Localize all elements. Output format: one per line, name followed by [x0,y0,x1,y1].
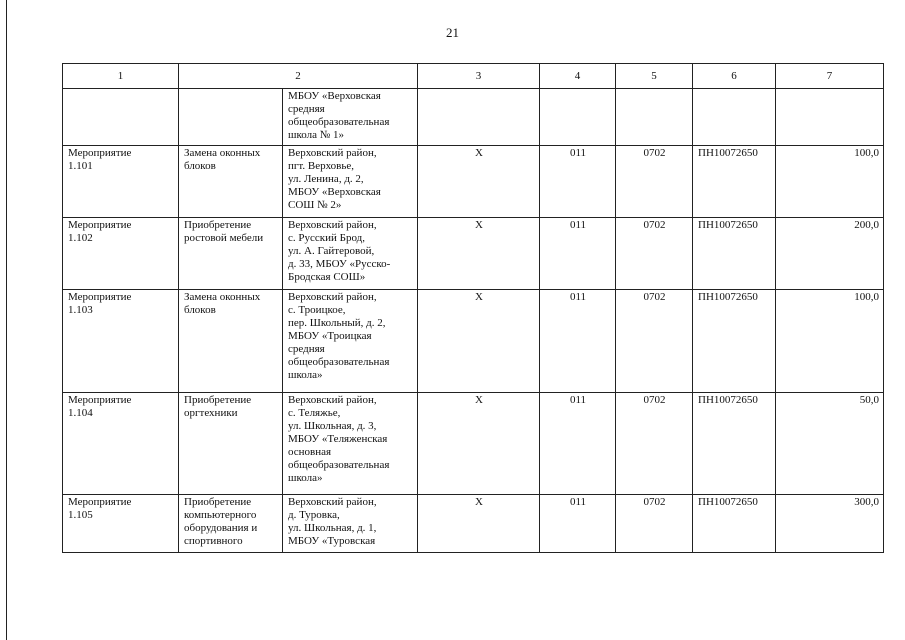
action-cell: Замена оконных блоков [179,290,283,393]
col7-cell: 100,0 [776,146,884,218]
event-cell: Мероприятие 1.104 [63,393,179,495]
col7-cell [776,89,884,146]
col7-cell: 100,0 [776,290,884,393]
col4-cell: 011 [540,218,616,290]
table-row [63,218,884,290]
col3-cell: Х [418,146,540,218]
action-cell: Замена оконных блоков [179,146,283,218]
address-cell: Верховский район, с. Русский Брод, ул. А. Гайтеровой, д. 33, МБОУ «Русско- Бродская СОШ» [283,218,418,290]
col3-cell: Х [418,290,540,393]
header-cell: 4 [540,64,616,89]
col5-cell: 0702 [616,495,693,553]
page-edge-line [6,0,7,640]
col7-cell: 50,0 [776,393,884,495]
header-row [63,64,884,89]
col5-cell [616,89,693,146]
col3-cell: Х [418,495,540,553]
col4-cell: 011 [540,495,616,553]
col6-cell [693,89,776,146]
event-cell: Мероприятие 1.102 [63,218,179,290]
table-row [63,146,884,218]
page-number: 21 [446,25,459,40]
address-cell: Верховский район, с. Теляжье, ул. Школьная, д. 3, МБОУ «Теляженская основная общеобразовательная школа» [283,393,418,495]
col4-cell: 011 [540,146,616,218]
header-cell: 6 [693,64,776,89]
table-row [63,290,884,393]
action-cell: Приобретение оргтехники [179,393,283,495]
address-cell: МБОУ «Верховская средняя общеобразовательная школа № 1» [283,89,418,146]
action-cell: Приобретение ростовой мебели [179,218,283,290]
address-cell: Верховский район, пгт. Верховье, ул. Ленина, д. 2, МБОУ «Верховская СОШ № 2» [283,146,418,218]
col4-cell: 011 [540,290,616,393]
event-cell: Мероприятие 1.101 [63,146,179,218]
col4-cell [540,89,616,146]
table-row [63,495,884,553]
header-cell: 7 [776,64,884,89]
col5-cell: 0702 [616,290,693,393]
event-cell: Мероприятие 1.103 [63,290,179,393]
action-cell: Приобретение компьютерного оборудования и спортивного [179,495,283,553]
event-cell: Мероприятие 1.105 [63,495,179,553]
table-row [63,393,884,495]
table-row [63,89,884,146]
col6-cell: ПН10072650 [693,495,776,553]
col6-cell: ПН10072650 [693,290,776,393]
col6-cell: ПН10072650 [693,393,776,495]
col7-cell: 200,0 [776,218,884,290]
header-cell: 1 [63,64,179,89]
col3-cell: Х [418,393,540,495]
address-cell: Верховский район, д. Туровка, ул. Школьная, д. 1, МБОУ «Туровская [283,495,418,553]
col3-cell: Х [418,218,540,290]
col5-cell: 0702 [616,393,693,495]
budget-table [62,63,884,553]
header-cell: 3 [418,64,540,89]
col5-cell: 0702 [616,146,693,218]
col7-cell: 300,0 [776,495,884,553]
col4-cell: 011 [540,393,616,495]
address-cell: Верховский район, с. Троицкое, пер. Школьный, д. 2, МБОУ «Троицкая средняя общеобразовательная школа» [283,290,418,393]
col5-cell: 0702 [616,218,693,290]
col3-cell [418,89,540,146]
header-cell: 5 [616,64,693,89]
event-cell [63,89,179,146]
action-cell [179,89,283,146]
col6-cell: ПН10072650 [693,146,776,218]
col6-cell: ПН10072650 [693,218,776,290]
header-cell: 2 [179,64,418,89]
